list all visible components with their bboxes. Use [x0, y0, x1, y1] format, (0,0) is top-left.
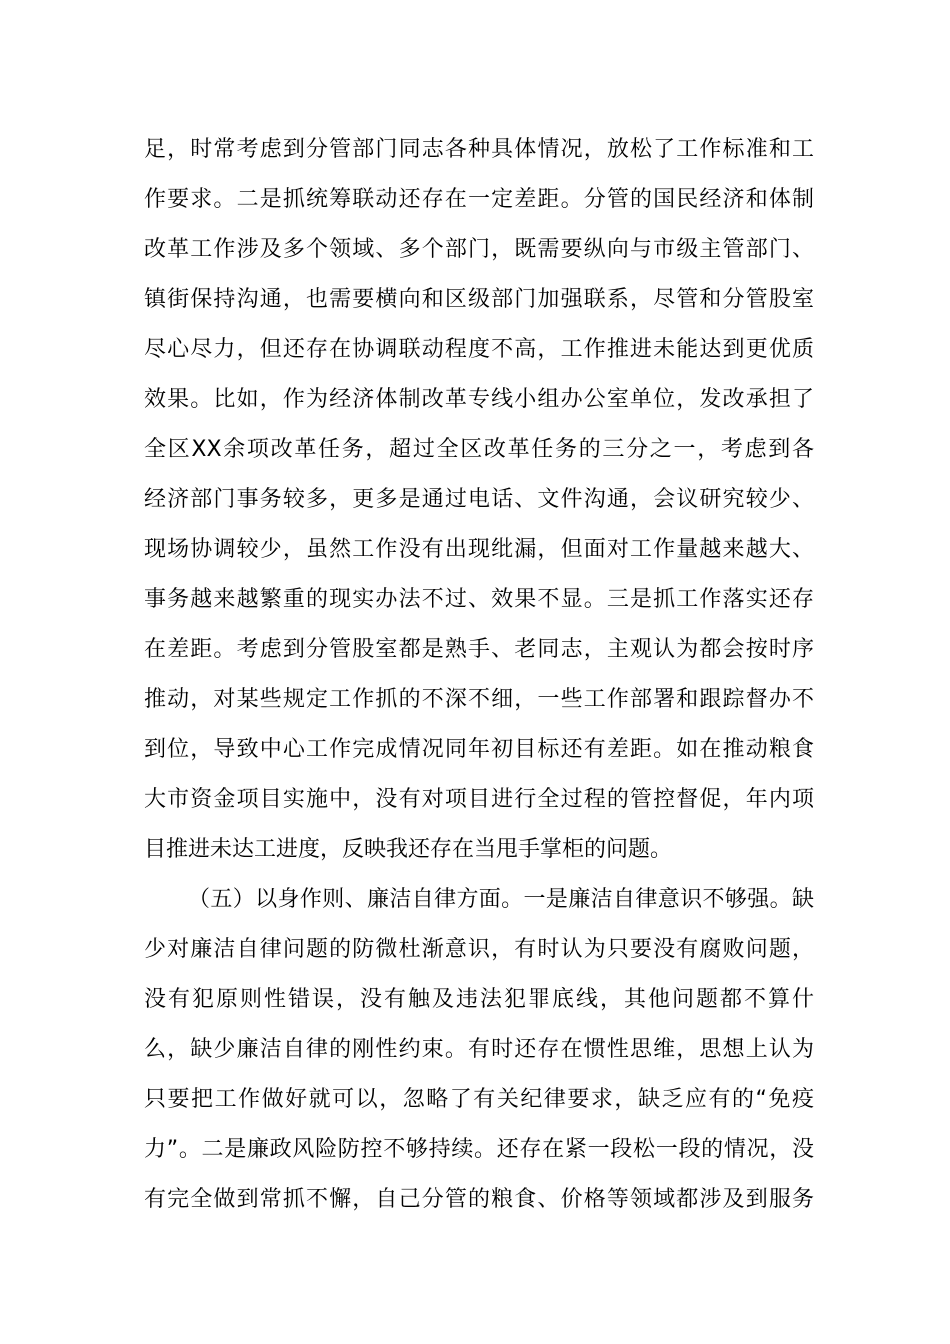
text-line: 力”。二是廉政风险防控不够持续。还存在紧一段松一段的情况，没: [144, 1137, 814, 1162]
text-line: 在差距。考虑到分管股室都是熟手、老同志，主观认为都会按时序: [144, 637, 814, 662]
text-line: 有完全做到常抓不懈，自己分管的粮食、价格等领域都涉及到服务: [144, 1187, 814, 1212]
text-line: 只要把工作做好就可以，忽略了有关纪律要求，缺乏应有的“免疫: [144, 1087, 814, 1112]
text-line: 大市资金项目实施中，没有对项目进行全过程的管控督促，年内项: [144, 787, 814, 812]
text-line: 改革工作涉及多个领域、多个部门，既需要纵向与市级主管部门、: [144, 237, 814, 262]
text-line: 事务越来越繁重的现实办法不过、效果不显。三是抓工作落实还存: [144, 587, 814, 612]
text-line: 到位，导致中心工作完成情况同年初目标还有差距。如在推动粮食: [144, 737, 814, 762]
text-line: 效果。比如，作为经济体制改革专线小组办公室单位，发改承担了: [144, 387, 814, 412]
text-line: 尽心尽力，但还存在协调联动程度不高，工作推进未能达到更优质: [144, 337, 814, 362]
text-line: 足，时常考虑到分管部门同志各种具体情况，放松了工作标准和工: [144, 137, 814, 162]
text-line: 全区XX余项改革任务，超过全区改革任务的三分之一，考虑到各: [144, 437, 814, 462]
section-heading-line: （五）以身作则、廉洁自律方面。一是廉洁自律意识不够强。缺: [188, 887, 814, 912]
body-text: [144, 125, 814, 1225]
text-line: 目推进未达工进度，反映我还存在当甩手掌柜的问题。: [144, 837, 673, 862]
text-line: 没有犯原则性错误，没有触及违法犯罪底线，其他问题都不算什: [144, 987, 814, 1012]
text-line: 镇街保持沟通，也需要横向和区级部门加强联系，尽管和分管股室: [144, 287, 814, 312]
text-line: 推动，对某些规定工作抓的不深不细，一些工作部署和跟踪督办不: [144, 687, 814, 712]
text-line: 少对廉洁自律问题的防微杜渐意识，有时认为只要没有腐败问题，: [144, 937, 814, 962]
text-line: 么，缺少廉洁自律的刚性约束。有时还存在惯性思维，思想上认为: [144, 1037, 814, 1062]
text-line: 作要求。二是抓统筹联动还存在一定差距。分管的国民经济和体制: [144, 187, 814, 212]
text-line: 经济部门事务较多，更多是通过电话、文件沟通，会议研究较少、: [144, 487, 814, 512]
text-line: 现场协调较少，虽然工作没有出现纰漏，但面对工作量越来越大、: [144, 537, 814, 562]
